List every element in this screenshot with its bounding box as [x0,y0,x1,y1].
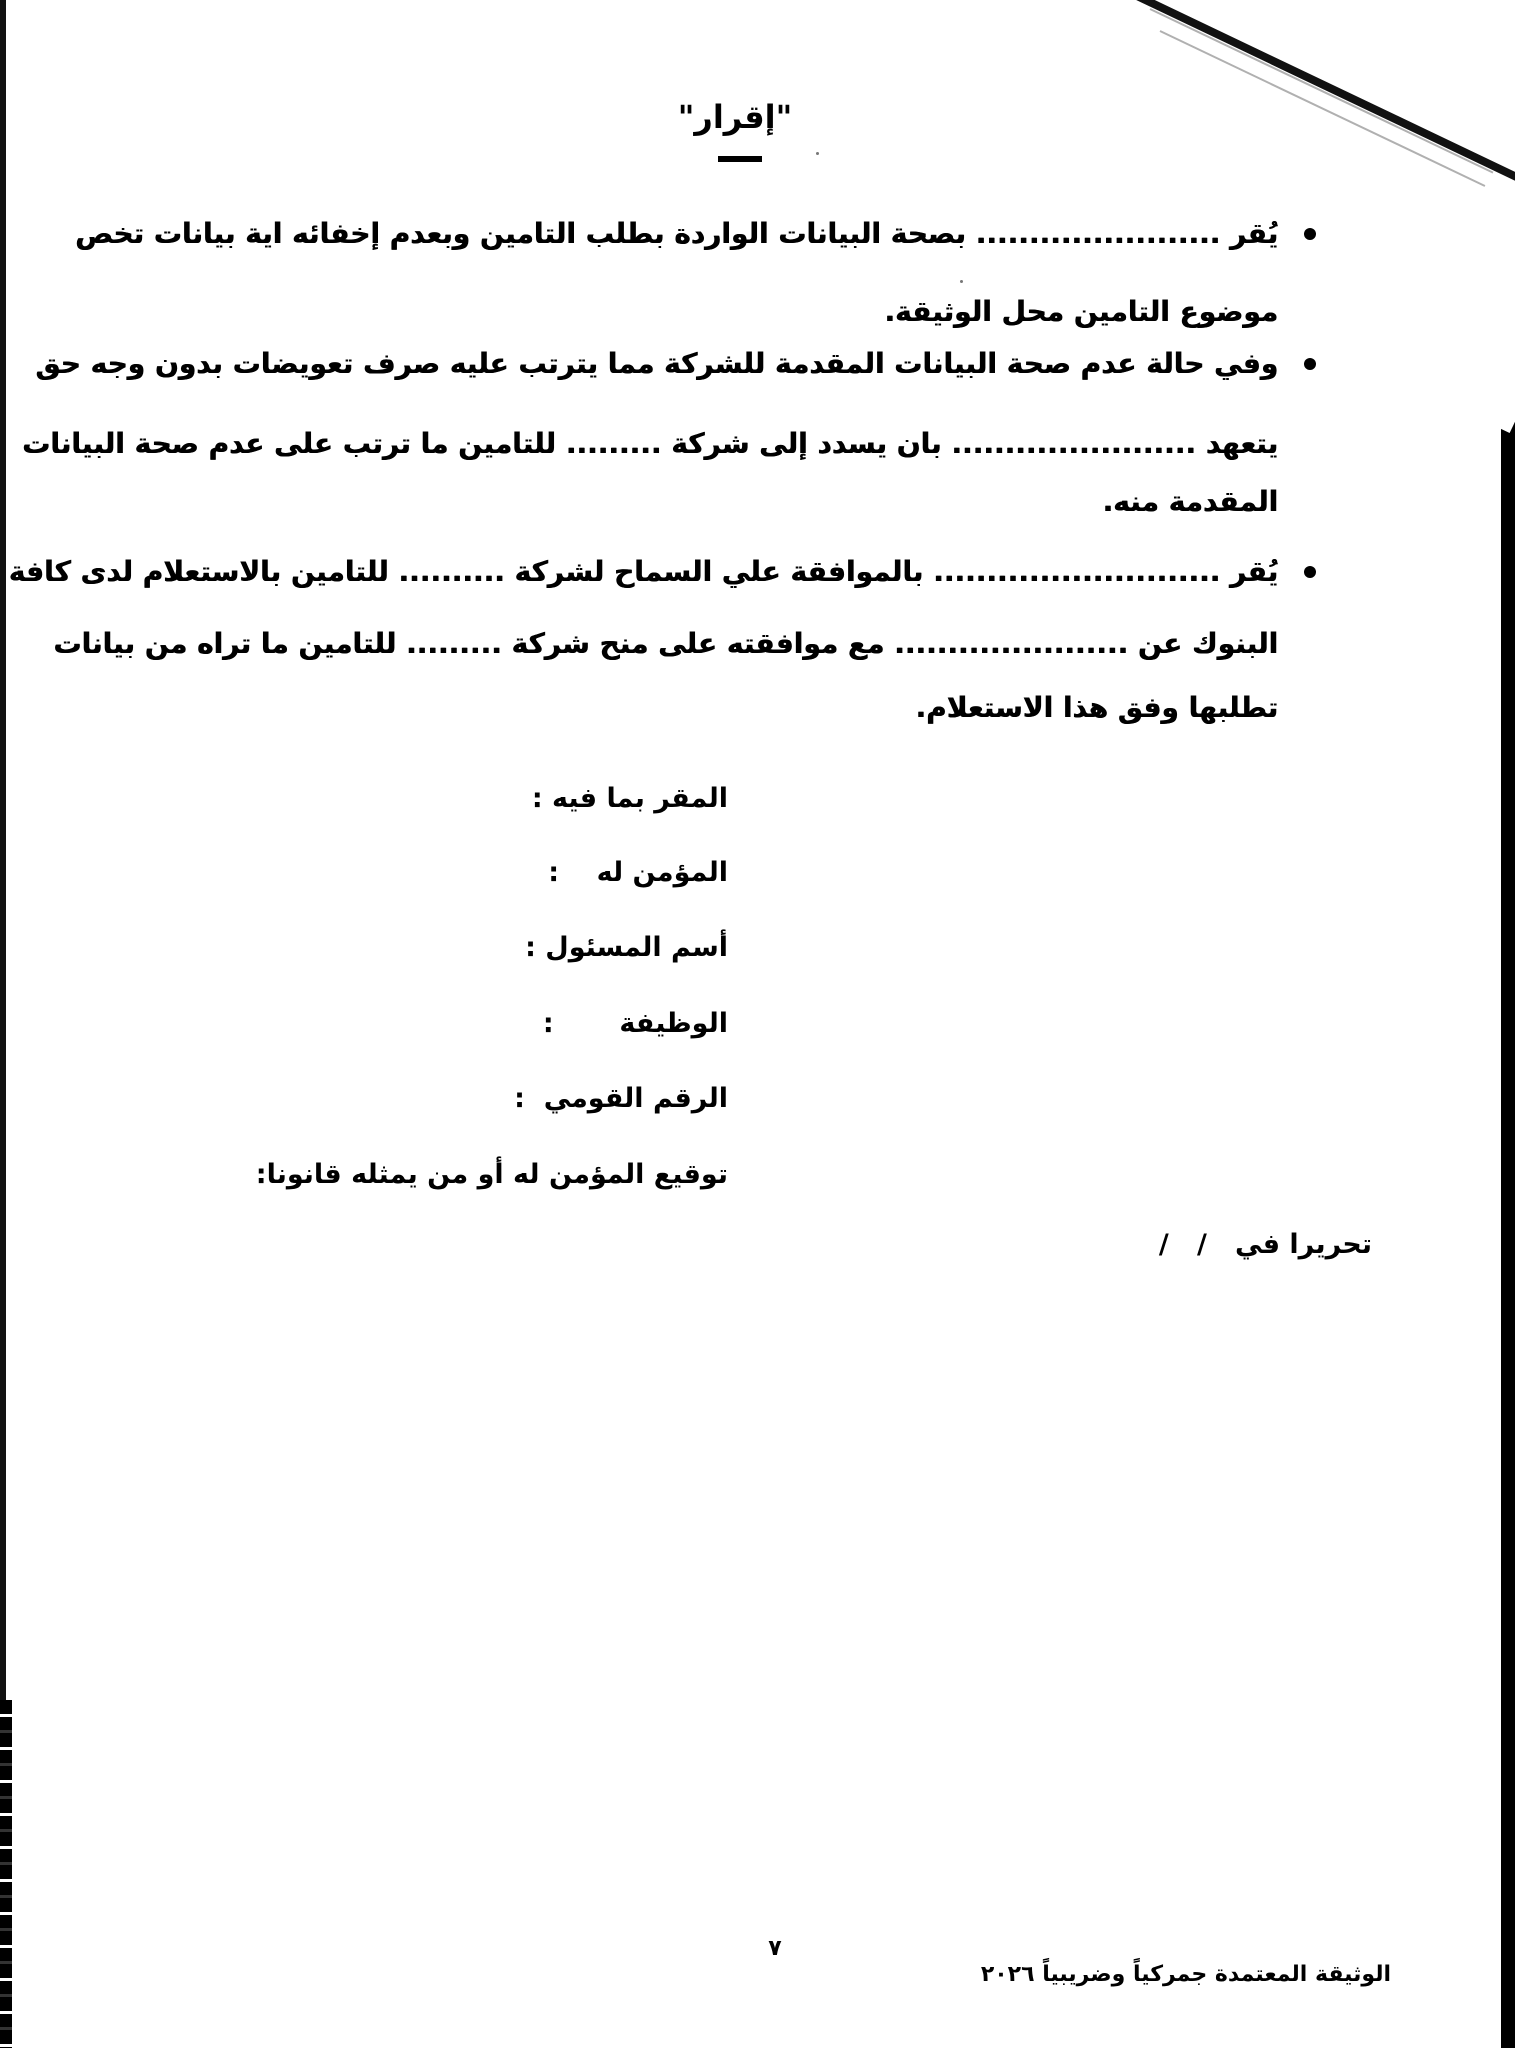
title-underline [718,156,762,162]
bullet-icon [1304,358,1316,370]
paragraph-3-line-3: تطلبها وفق هذا الاستعلام. [915,691,1278,724]
bullet-icon [1304,228,1316,240]
paragraph-1-line-1: يُقر ....................... بصحة البيانات الواردة بطلب التامين وبعدم إخفائه اية بيانات تخص [75,217,1278,250]
footer-note: الوثيقة المعتمدة جمركياً وضريبياً ٢٠٢٦ [980,1962,1391,1987]
paragraph-3-line-2: البنوك عن ...................... مع موافقته على منح شركة ......... للتامين ما تراه من بيانات [53,627,1278,660]
scan-speck [816,152,819,155]
scan-edge-left-rough [0,1700,12,2048]
page-number: ٧ [768,1936,782,1961]
scan-speck [960,280,963,283]
paragraph-1-line-2: موضوع التامين محل الوثيقة. [884,295,1278,328]
date-label: تحريرا في / / [1158,1229,1372,1260]
paragraph-2-line-3: المقدمة منه. [1102,485,1278,518]
signature-label: توقيع المؤمن له أو من يمثله قانونا: [255,1159,728,1190]
bullet-icon [1304,566,1316,578]
page-title: "إقرار" [677,98,793,136]
national-id-label: الرقم القومي : [514,1083,728,1114]
scan-edge-right [1501,148,1515,2048]
insured-label: المؤمن له : [548,857,728,888]
responsible-name-label: أسم المسئول : [525,932,728,963]
paragraph-2-line-1: وفي حالة عدم صحة البيانات المقدمة للشركة مما يترتب عليه صرف تعويضات بدون وجه حق [35,347,1278,380]
acknowledger-label: المقر بما فيه : [531,783,728,814]
paragraph-2-line-2: يتعهد ....................... بان يسدد إلى شركة ......... للتامين ما ترتب على عدم صحة البيانات [22,427,1278,460]
paragraph-3-line-1: يُقر ........................... بالموافقة علي السماح لشركة .......... للتامين بالاستعلام لدى كافة [8,555,1278,588]
job-title-label: الوظيفة : [542,1008,728,1039]
